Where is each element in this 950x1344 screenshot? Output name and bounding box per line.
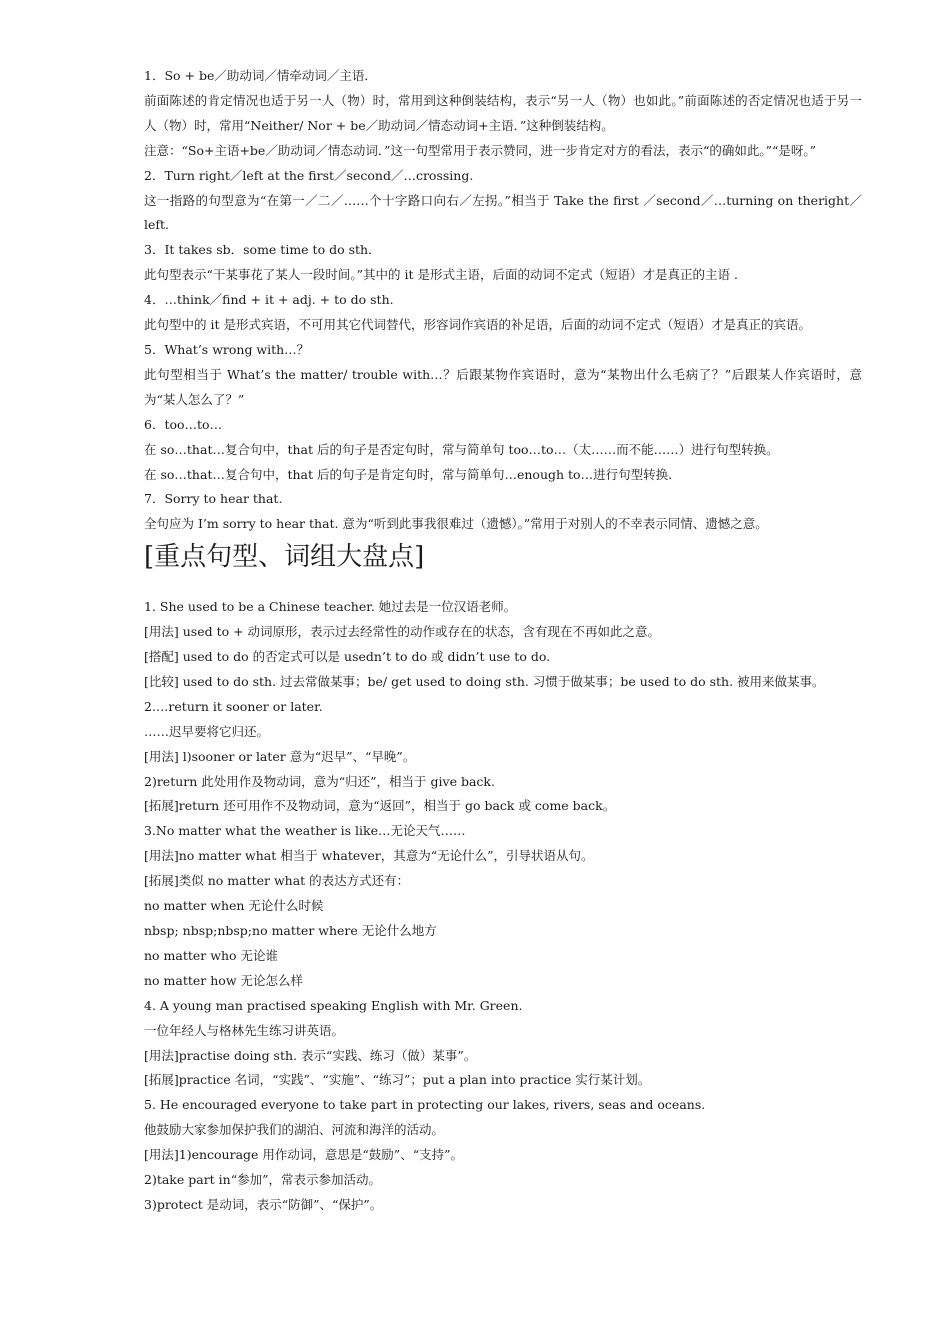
text-line: 3)protect 是动词，表示“防御”、“保护”。: [144, 1196, 383, 1212]
text-line: [用法]practise doing sth. 表示“实践、练习（做）某事”。: [144, 1047, 477, 1063]
pattern-explanation: 此句型中的 it 是形式宾语，不可用其它代词替代，形容词作宾语的补足语，后面的动词不定式（短语）才是真正的宾语。: [144, 317, 811, 333]
text-line: 他鼓励大家参加保护我们的湖泊、河流和海洋的活动。: [144, 1122, 445, 1138]
text-line: no matter how 无论怎么样: [144, 972, 303, 988]
text-line: [拓展]return 还可用作不及物动词，意为“返回”，相当于 go back 或 come back。: [144, 798, 616, 814]
key-phrases-section: [144, 595, 862, 1218]
pattern-item: [144, 238, 862, 288]
pattern-explanation: 此句型相当于 What’s the matter/ trouble with…？后跟某物作宾语时，意为“某物出什么毛病了？”后跟某人作宾语时，意为“某人怎么了？”: [144, 366, 862, 407]
text-line: 2.…return it sooner or later.: [144, 698, 323, 714]
pattern-title: 6．too…to…: [144, 416, 223, 432]
pattern-explanation: 前面陈述的肯定情况也适于另一人（物）时，常用到这种倒装结构，表示“另一人（物）也如此。”前面陈述的否定情况也适于另一人（物）时，常用“Neither/ Nor + be／助动词／情态动词+主语．”这种倒装结构。: [144, 92, 862, 133]
text-line: nbsp; nbsp;nbsp;no matter where 无论什么地方: [144, 923, 437, 938]
pattern-title: 4．…think／find + it + adj. + to do sth.: [144, 292, 394, 308]
text-line: ……迟早要将它归还。: [144, 723, 270, 739]
pattern-explanation: 在 so…that…复合句中，that 后的句子是肯定句时，常与简单句…enough to…进行句型转换.: [144, 466, 673, 482]
text-line: 2)return 此处用作及物动词，意为“归还”，相当于 give back.: [144, 773, 495, 789]
pattern-item: [144, 64, 862, 164]
pattern-title: 2．Turn right／left at the first／second／…crossing.: [144, 167, 474, 183]
text-line: [搭配] used to do 的否定式可以是 usedn’t to do 或 didn’t use to do.: [144, 649, 551, 665]
pattern-item: [144, 288, 862, 338]
text-line: 2)take part in“参加”，常表示参加活动。: [144, 1172, 382, 1188]
text-line: 一位年经人与格林先生练习讲英语。: [144, 1022, 345, 1038]
pattern-title: 3．It takes sb．some time to do sth．: [144, 242, 381, 258]
text-line: [用法] l)sooner or later 意为“迟早”、“早晚”。: [144, 748, 416, 764]
pattern-title: 5．What’s wrong with…？: [144, 341, 310, 357]
text-line: 3.No matter what the weather is like…无论天气……: [144, 823, 466, 839]
text-line: [比较] used to do sth. 过去常做某事；be/ get used to doing sth. 习惯于做某事；be used to do sth. 被用来做某事。: [144, 673, 825, 689]
text-line: [拓展]类似 no matter what 的表达方式还有：: [144, 873, 410, 889]
text-line: [用法]no matter what 相当于 whatever，其意为“无论什么”，引导状语从句。: [144, 848, 594, 864]
pattern-title: 1．So + be／助动词／情牵动词／主语．: [144, 68, 377, 83]
pattern-explanation: 在 so…that…复合句中，that 后的句子是否定句时，常与简单句 too…to…（太……而不能……）进行句型转换。: [144, 441, 779, 457]
pattern-explanation: 这一指路的句型意为“在第一／二／……个十字路口向右／左拐。”相当于 Take the first ／second／…turning on theright／left.: [144, 192, 862, 233]
sentence-patterns-section: [144, 64, 862, 537]
text-line: [用法] used to + 动词原形，表示过去经常性的动作或存在的状态，含有现在不再如此之意。: [144, 624, 661, 640]
text-line: 4. A young man practised speaking English with Mr. Green.: [144, 997, 523, 1013]
text-line: 1. She used to be a Chinese teacher. 她过去是一位汉语老师。: [144, 599, 517, 615]
pattern-title: 7．Sorry to hear that.: [144, 491, 283, 507]
pattern-item: [144, 487, 862, 537]
document-page: [144, 64, 862, 1218]
text-line: no matter when 无论什么时候: [144, 898, 324, 914]
text-line: [用法]1)encourage 用作动词，意思是“鼓励”、“支持”。: [144, 1147, 463, 1163]
text-line: 5. He encouraged everyone to take part in protecting our lakes, rivers, seas and oceans.: [144, 1097, 706, 1113]
pattern-explanation: 注意：“So+主语+be／助动词／情态动词．”这一句型常用于表示赞同，进一步肯定对方的看法，表示“的确如此。”“是呀。”: [144, 142, 817, 158]
pattern-item: [144, 413, 862, 488]
text-line: [拓展]practice 名词，“实践”、“实施”、“练习”；put a plan into practice 实行某计划。: [144, 1072, 651, 1088]
pattern-explanation: 此句型表示“干某事花了某人一段时间。”其中的 it 是形式主语，后面的动词不定式（短语）才是真正的主语 .: [144, 267, 738, 283]
text-line: no matter who 无论谁: [144, 947, 278, 963]
pattern-explanation: 全句应为 I’m sorry to hear that. 意为“听到此事我很难过（遗憾）。”常用于对别人的不幸表示同情、遗憾之意。: [144, 516, 768, 532]
pattern-item: [144, 164, 862, 239]
pattern-item: [144, 338, 862, 413]
section-heading: [重点句型、词组大盘点]: [144, 542, 425, 573]
